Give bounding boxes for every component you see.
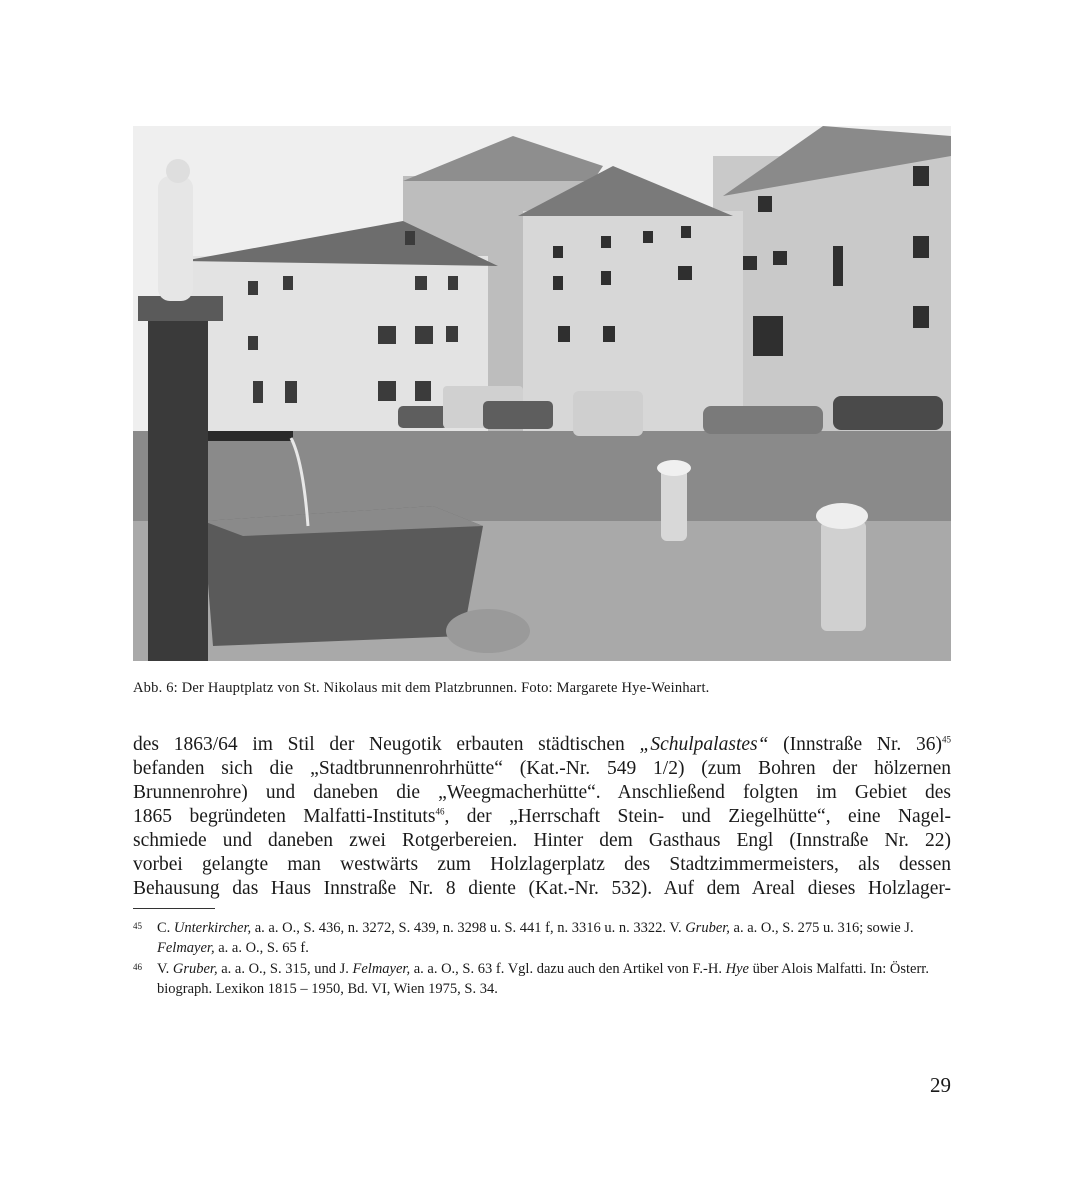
- footnote-text: V. Gruber, a. a. O., S. 315, und J. Felmayer, a. a. O., S. 63 f. Vgl. dazu auch den Artikel von F.-H. Hye über Alois Malfatti. In: Österr. biograph. Lexikon 1815 – 1950, Bd. VI, Wien 1975, S. 34.: [157, 961, 929, 997]
- body-line: 1865 begründeten Malfatti-Instituts$^{46}$, der „Herrschaft Stein- und Ziegelhütte“, eine Nagel-: [133, 806, 951, 827]
- body-line: schmiede und daneben zwei Rotgerbereien. Hinter dem Gasthaus Engl (Innstraße Nr. 22): [133, 830, 951, 851]
- photograph-hauptplatz: [133, 126, 951, 661]
- body-line: des 1863/64 im Stil der Neugotik erbauten städtischen „Schulpalastes“ (Innstraße Nr. 36)$^{45}$: [133, 734, 951, 755]
- page-number: 29: [930, 1073, 951, 1097]
- footnote-divider: [133, 908, 215, 909]
- footnote-text: C. Unterkircher, a. a. O., S. 436, n. 3272, S. 439, n. 3298 u. S. 441 f, n. 3316 u. n. 3322. V. Gruber, a. a. O., S. 275 u. 316; sowie J. Felmayer, a. a. O., S. 65 f.: [157, 920, 914, 956]
- footnote-number: 46: [133, 962, 142, 972]
- footnote-number: 45: [133, 921, 142, 931]
- body-line: befanden sich die „Stadtbrunnenrohrhütte“ (Kat.-Nr. 549 1/2) (zum Bohren der hölzernen: [133, 758, 951, 779]
- body-text: [133, 733, 951, 901]
- body-line: Behausung das Haus Innstraße Nr. 8 diente (Kat.-Nr. 532). Auf dem Areal dieses Holzlager-: [133, 878, 951, 899]
- photo-graphic: [133, 126, 951, 661]
- footnote-46: [133, 959, 951, 999]
- footnote-45: [133, 918, 951, 958]
- body-line: vorbei gelangte man westwärts zum Holzlagerplatz des Stadtzimmermeisters, als dessen: [133, 854, 951, 875]
- figure-caption: Abb. 6: Der Hauptplatz von St. Nikolaus mit dem Platzbrunnen. Foto: Margarete Hye-Weinhart.: [133, 680, 710, 696]
- body-line: Brunnenrohre) und daneben die „Weegmacherhütte“. Anschließend folgten im Gebiet des: [133, 782, 951, 803]
